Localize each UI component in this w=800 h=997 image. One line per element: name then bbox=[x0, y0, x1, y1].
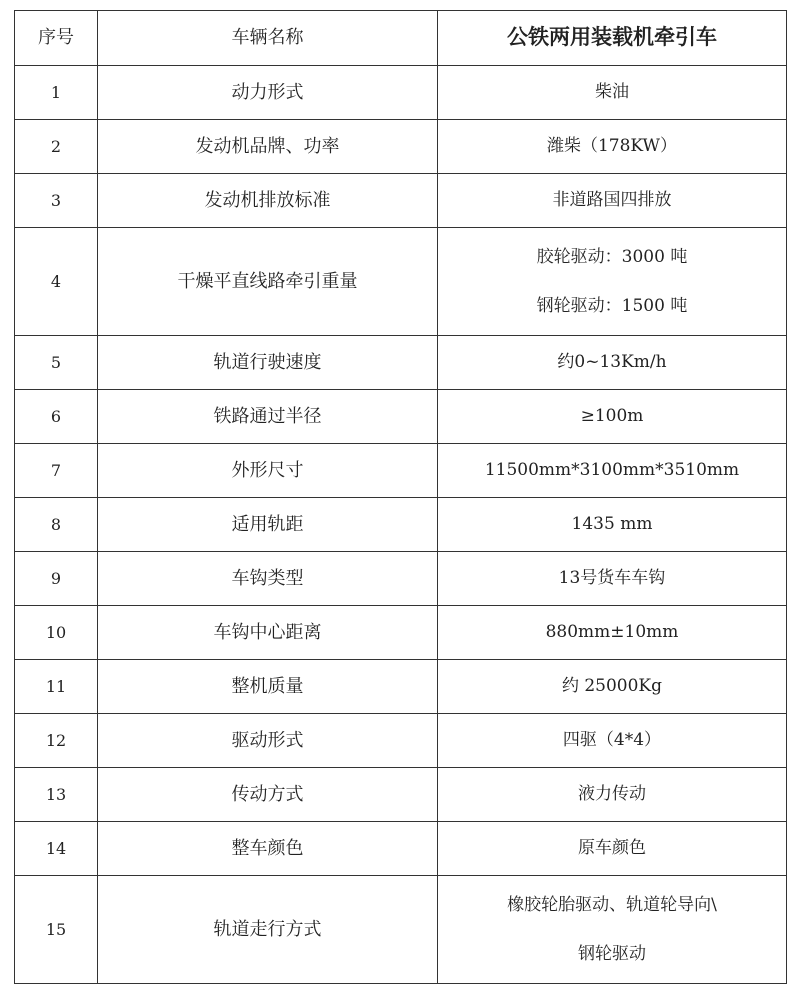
row-name: 干燥平直线路牵引重量 bbox=[98, 228, 438, 336]
row-value bbox=[438, 228, 787, 336]
row-value-line: 液力传动 bbox=[578, 784, 646, 805]
table-row bbox=[15, 228, 787, 336]
row-value bbox=[438, 444, 787, 498]
row-name: 车钩类型 bbox=[98, 552, 438, 606]
table-row bbox=[15, 552, 787, 606]
row-value-line: 潍柴（178KW） bbox=[546, 136, 677, 157]
row-value bbox=[438, 552, 787, 606]
row-name: 整机质量 bbox=[98, 660, 438, 714]
row-value-line: 11500mm*3100mm*3510mm bbox=[484, 460, 740, 481]
row-value-line: 约0~13Km/h bbox=[557, 352, 667, 373]
row-index: 1 bbox=[15, 66, 98, 120]
row-index: 14 bbox=[15, 822, 98, 876]
table-row bbox=[15, 444, 787, 498]
row-name: 外形尺寸 bbox=[98, 444, 438, 498]
row-value bbox=[438, 336, 787, 390]
row-name: 驱动形式 bbox=[98, 714, 438, 768]
row-index: 2 bbox=[15, 120, 98, 174]
row-index: 13 bbox=[15, 768, 98, 822]
row-value-line: 胶轮驱动：3000 吨 bbox=[536, 247, 688, 268]
row-name: 车钩中心距离 bbox=[98, 606, 438, 660]
row-value-line: 钢轮驱动：1500 吨 bbox=[536, 295, 688, 316]
row-name: 动力形式 bbox=[98, 66, 438, 120]
row-value bbox=[438, 876, 787, 984]
row-value-line: 非道路国四排放 bbox=[552, 190, 672, 211]
table-row bbox=[15, 336, 787, 390]
row-name: 轨道走行方式 bbox=[98, 876, 438, 984]
row-value bbox=[438, 66, 787, 120]
row-value-line: 柴油 bbox=[595, 82, 629, 103]
row-value bbox=[438, 120, 787, 174]
row-index: 8 bbox=[15, 498, 98, 552]
row-value-line: 13号货车车钩 bbox=[558, 568, 666, 589]
row-name: 铁路通过半径 bbox=[98, 390, 438, 444]
table-row bbox=[15, 714, 787, 768]
table-header-row bbox=[15, 11, 787, 66]
table-row bbox=[15, 660, 787, 714]
row-name: 轨道行驶速度 bbox=[98, 336, 438, 390]
row-value bbox=[438, 714, 787, 768]
table-row bbox=[15, 120, 787, 174]
row-index: 10 bbox=[15, 606, 98, 660]
table-row bbox=[15, 66, 787, 120]
row-index: 11 bbox=[15, 660, 98, 714]
table-row bbox=[15, 390, 787, 444]
row-index: 7 bbox=[15, 444, 98, 498]
row-name: 适用轨距 bbox=[98, 498, 438, 552]
row-name: 发动机品牌、功率 bbox=[98, 120, 438, 174]
row-value bbox=[438, 660, 787, 714]
row-index: 15 bbox=[15, 876, 98, 984]
table-row bbox=[15, 174, 787, 228]
header-vehicle-model: 公铁两用装载机牵引车 bbox=[438, 11, 787, 66]
table-row bbox=[15, 768, 787, 822]
row-value bbox=[438, 498, 787, 552]
row-index: 6 bbox=[15, 390, 98, 444]
row-value-line: 1435 mm bbox=[571, 514, 653, 535]
row-value-line: 钢轮驱动 bbox=[578, 943, 646, 964]
header-vehicle-name: 车辆名称 bbox=[98, 11, 438, 66]
row-name: 整车颜色 bbox=[98, 822, 438, 876]
row-value-line: ≥100m bbox=[580, 406, 644, 427]
row-index: 12 bbox=[15, 714, 98, 768]
row-index: 4 bbox=[15, 228, 98, 336]
row-index: 3 bbox=[15, 174, 98, 228]
row-value-line: 880mm±10mm bbox=[545, 622, 679, 643]
row-name: 发动机排放标准 bbox=[98, 174, 438, 228]
spec-table-container bbox=[14, 10, 786, 984]
row-index: 5 bbox=[15, 336, 98, 390]
row-value-line: 橡胶轮胎驱动、轨道轮导向\ bbox=[507, 895, 717, 916]
row-value-line: 原车颜色 bbox=[578, 838, 646, 859]
header-index: 序号 bbox=[15, 11, 98, 66]
table-row bbox=[15, 606, 787, 660]
row-value bbox=[438, 822, 787, 876]
table-row bbox=[15, 822, 787, 876]
table-row bbox=[15, 876, 787, 984]
row-value-line: 四驱（4*4） bbox=[562, 730, 662, 751]
row-value bbox=[438, 606, 787, 660]
row-name: 传动方式 bbox=[98, 768, 438, 822]
table-row bbox=[15, 498, 787, 552]
spec-table bbox=[14, 10, 787, 984]
row-value bbox=[438, 390, 787, 444]
row-value bbox=[438, 174, 787, 228]
row-value bbox=[438, 768, 787, 822]
row-value-line: 约 25000Kg bbox=[561, 676, 663, 697]
row-index: 9 bbox=[15, 552, 98, 606]
